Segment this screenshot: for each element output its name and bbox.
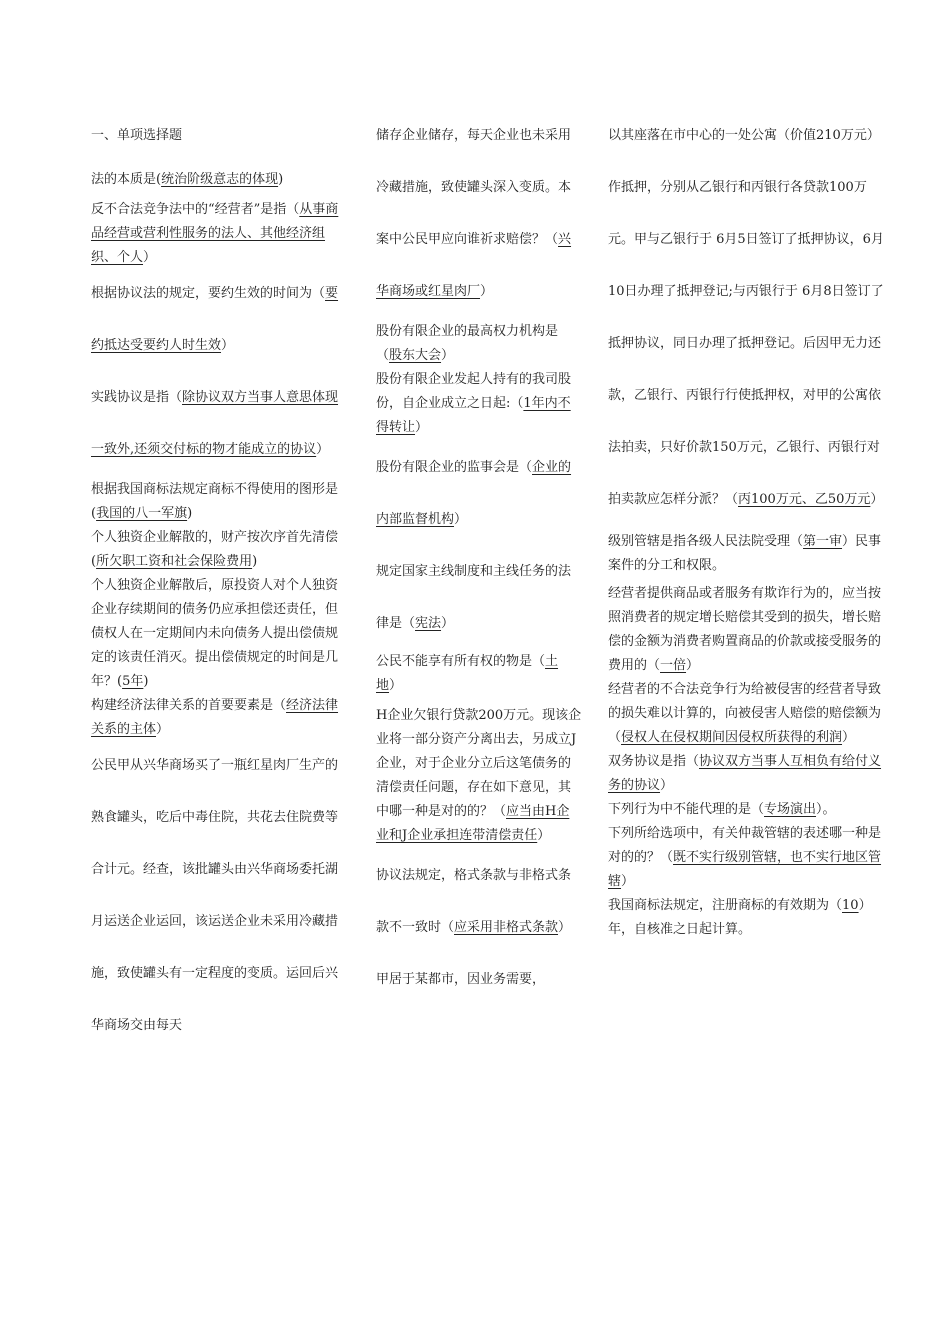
answer: 应采用非格式条款: [454, 920, 559, 935]
question-20: 经营者的不合法竞争行为给被侵害的经营者导致的损失难以计算的，向被侵害人赔偿的赔偿额为（侵权人在侵权期间因侵权所获得的利润）: [608, 682, 882, 745]
question-17: 甲居于某都市，因业务需要，: [376, 972, 546, 987]
question-5: 根据我国商标法规定商标不得使用的图形是(我国的八一军旗): [91, 482, 339, 521]
answer: 应当由H企业和J企业承担连带清偿责任: [376, 804, 570, 843]
answer: 除协议双方当事人意思体现一致外,还须交付标的物才能成立的协议: [91, 390, 339, 457]
answer: 从事商品经营或营利性服务的法人、其他经济组织、个人: [91, 202, 339, 265]
answer: 企业的内部监督机构: [376, 460, 572, 527]
question-22: 下列行为中不能代理的是（专场演出）。: [608, 802, 836, 817]
answer: 协议双方当事人互相负有给付义务的协议: [608, 754, 882, 793]
answer: 统治阶级意志的体现: [161, 172, 279, 187]
question-9: 公民甲从兴华商场买了一瓶红星肉厂生产的熟食罐头，吃后中毒住院，共花去住院费等合计元。经查，该批罐头由兴华商场委托湖月运送企业运回，该运送企业未采用冷藏措施，致使罐头有一定程度的变质。运回后兴华商场交由每天: [91, 758, 339, 1033]
question-9-continued: 储存企业储存，每天企业也未采用冷藏措施，致使罐头深入变质。本案中公民甲应向谁祈求赔偿？（兴华商场或红星肉厂）: [376, 128, 572, 299]
answer: 要约抵达受要约人时生效: [91, 286, 339, 353]
column-2: [376, 124, 582, 1006]
answer: 1年内不得转让: [376, 396, 571, 435]
question-8: 构建经济法律关系的首要要素是（经济法律关系的主体）: [91, 698, 339, 737]
question-7: 个人独资企业解散后，原投资人对个人独资企业存续期间的债务仍应承担偿还责任，但债权人在一定期间内未向债务人提出偿债规定的该责任消灭。提出偿债规定的时间是几年？(5年): [91, 578, 339, 689]
question-16: 协议法规定，格式条款与非格式条款不一致时（应采用非格式条款）: [376, 868, 572, 935]
answer: 经济法律关系的主体: [91, 698, 339, 737]
question-12: 股份有限企业的监事会是（企业的内部监督机构）: [376, 460, 572, 527]
question-19: 经营者提供商品或者服务有欺诈行为的，应当按照消费者的规定增长赔偿其受到的损失，增长赔偿的金额为消费者购置商品的价款或接受服务的费用的（一倍）: [608, 586, 882, 673]
question-3: 根据协议法的规定，要约生效的时间为（要约抵达受要约人时生效）: [91, 286, 339, 353]
answer: 10: [842, 898, 859, 913]
question-24: 我国商标法规定，注册商标的有效期为（10）年，自核准之日起计算。: [608, 898, 872, 937]
column-3: [608, 124, 890, 942]
question-17-continued: 以其座落在市中心的一处公寓（价值210万元）作抵押，分别从乙银行和丙银行各贷款100万元。甲与乙银行于 6月5日签订了抵押协议，6月10日办理了抵押登记;与丙银行于 6月8日签订了抵押协议，同日办理了抵押登记。后因甲无力还款，乙银行、丙银行行使抵押权，对甲的公寓依法拍卖，只好价款150万元，乙银行、丙银行对拍卖款应怎样分派？（丙100万元、乙50万元）: [608, 128, 884, 507]
question-11: 股份有限企业发起人持有的我司股份，自企业成立之日起:（1年内不得转让）: [376, 372, 572, 435]
question-14: 公民不能享有所有权的物是（土地）: [376, 654, 559, 693]
answer: 股东大会: [389, 348, 442, 363]
question-13: 规定国家主线制度和主线任务的法律是（宪法）: [376, 564, 572, 631]
question-6: 个人独资企业解散的，财产按次序首先清偿(所欠职工资和社会保险费用): [91, 530, 339, 569]
question-2: 反不合法竞争法中的“经营者”是指（从事商品经营或营利性服务的法人、其他经济组织、个人）: [91, 202, 339, 265]
answer: 第一审: [803, 534, 843, 549]
answer: 兴华商场或红星肉厂: [376, 232, 572, 299]
answer: 5年: [122, 674, 144, 689]
answer: 丙100万元、乙50万元: [738, 492, 871, 507]
column-1: [91, 124, 349, 1052]
section-heading: 一、单项选择题: [91, 128, 183, 143]
answer: 既不实行级别管辖，也不实行地区管辖: [608, 850, 882, 889]
answer: 专场演出: [764, 802, 817, 817]
question-4: 实践协议是指（除协议双方当事人意思体现一致外,还须交付标的物才能成立的协议）: [91, 390, 339, 457]
question-21: 双务协议是指（协议双方当事人互相负有给付义务的协议）: [608, 754, 882, 793]
question-23: 下列所给选项中，有关仲裁管辖的表述哪一种是对的的？（既不实行级别管辖，也不实行地区管辖）: [608, 826, 882, 889]
answer: 我国的八一军旗: [96, 506, 188, 521]
question-15: H企业欠银行贷款200万元。现该企业将一部分资产分离出去，另成立J企业，对于企业分立后这笔债务的清偿责任问题，存在如下意见，其中哪一种是对的的？（应当由H企业和J企业承担连带清偿责任）: [376, 708, 582, 843]
answer: 宪法: [415, 616, 442, 631]
question-10: 股份有限企业的最高权力机构是（股东大会）: [376, 324, 559, 363]
question-18: 级别管辖是指各级人民法院受理（第一审）民事案件的分工和权限。: [608, 534, 882, 573]
question-1: 法的本质是(统治阶级意志的体现): [91, 172, 284, 187]
answer: 所欠职工资和社会保险费用: [96, 554, 253, 569]
answer: 一倍: [660, 658, 687, 673]
answer: 侵权人在侵权期间因侵权所获得的利润: [621, 730, 843, 745]
answer: 土地: [376, 654, 559, 693]
